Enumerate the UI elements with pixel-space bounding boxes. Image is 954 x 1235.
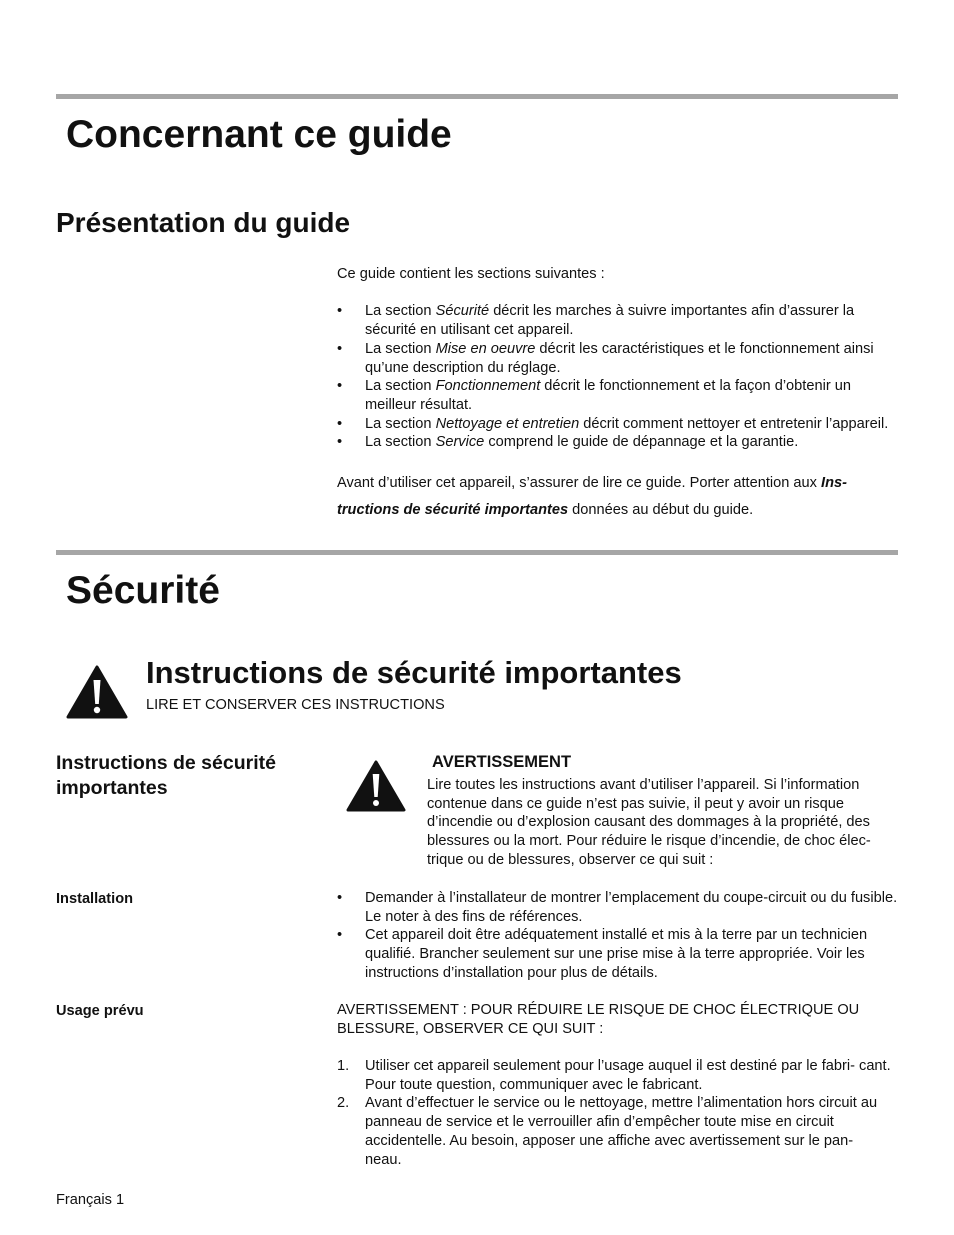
usage-warning: AVERTISSEMENT : POUR RÉDUIRE LE RISQUE DE CHOC ÉLECTRIQUE OU BLESSURE, OBSERVER CE QUI SUIT : <box>337 1002 860 1037</box>
overview-intro: Ce guide contient les sections suivantes : <box>337 266 605 282</box>
page-footer: Français 1 <box>56 1192 125 1208</box>
usage-list <box>337 1057 893 1169</box>
bullet-mark: • <box>337 434 343 451</box>
bullet-mark: • <box>337 890 343 906</box>
bullet-mark: • <box>337 303 343 320</box>
bullet-mark: • <box>337 378 343 395</box>
list-item: 1. Utiliser cet appareil seulement pour l’usage auquel il est destiné par le fabri- cant. Pour toute question, communiquer avec le fabricant. <box>337 1058 891 1093</box>
warning-triangle-icon <box>346 760 406 812</box>
banner-subtitle: LIRE ET CONSERVER CES INSTRUCTIONS <box>146 697 445 713</box>
section-heading: Présentation du guide <box>56 207 351 238</box>
list-item: • La section Service comprend le guide de dépannage et la garantie. <box>337 434 799 451</box>
installation-label: Installation <box>56 891 134 907</box>
list-number: 2. <box>337 1095 350 1112</box>
warning-triangle-icon <box>66 665 128 719</box>
page-title: Concernant ce guide <box>66 113 452 156</box>
section-rule <box>56 550 898 555</box>
side-heading: Instructions de sécurité importantes <box>56 752 276 799</box>
list-item: • La section Nettoyage et entretien décrit comment nettoyer et entretenir l’appareil. <box>337 415 889 432</box>
closing-paragraph: Avant d’utiliser cet appareil, s’assurer de lire ce guide. Porter attention aux Ins- tructions de sécurité importantes données au début du guide. <box>337 475 847 519</box>
top-rule <box>56 94 898 99</box>
list-number: 1. <box>337 1058 350 1074</box>
list-item: • La section Mise en oeuvre décrit les caractéristiques et le fonctionnement ainsi qu’une description du réglage. <box>337 340 874 376</box>
warning-title: AVERTISSEMENT <box>432 753 572 771</box>
list-item: • Cet appareil doit être adéquatement installé et mis à la terre par un technicien qualifié. Brancher seulement sur une prise mise à la terre appropriée. Voir les instructions d’installation pour plus de détails. <box>337 927 868 981</box>
bullet-mark: • <box>337 415 343 432</box>
safety-title: Sécurité <box>66 569 220 612</box>
bullet-mark: • <box>337 340 343 357</box>
warning-text: Lire toutes les instructions avant d’utiliser l’appareil. Si l’information contenue dans ce guide n’est pas suivie, il peut y avoir un risque d’incendie ou d’explosion causant des dommages à la propriété, des blessures ou la mort. Pour réduire le risque d’incendie, de choc élec- trique ou de blessures, observer ce qui suit : <box>427 777 871 868</box>
list-item: • Demander à l’installateur de montrer l’emplacement du coupe-circuit ou du fusible. Le noter à des fins de références. <box>337 890 898 925</box>
section-list <box>337 302 897 452</box>
usage-label: Usage prévu <box>56 1003 144 1019</box>
guide-overview <box>337 265 897 524</box>
list-item: • La section Fonctionnement décrit le fonctionnement et la façon d’obtenir un meilleur résultat. <box>337 378 851 413</box>
installation-list <box>337 889 899 983</box>
list-item: • La section Sécurité décrit les marches à suivre importantes afin d’assurer la sécurité en utilisant cet appareil. <box>337 303 855 339</box>
bullet-mark: • <box>337 927 343 944</box>
banner-title: Instructions de sécurité importantes <box>146 655 682 690</box>
list-item: 2. Avant d’effectuer le service ou le nettoyage, mettre l’alimentation hors circuit au panneau de service et le verrouiller afin d’empêcher toute mise en circuit accidentelle. Au besoin, apposer une affiche avec avertissement sur le pan- neau. <box>337 1095 878 1168</box>
